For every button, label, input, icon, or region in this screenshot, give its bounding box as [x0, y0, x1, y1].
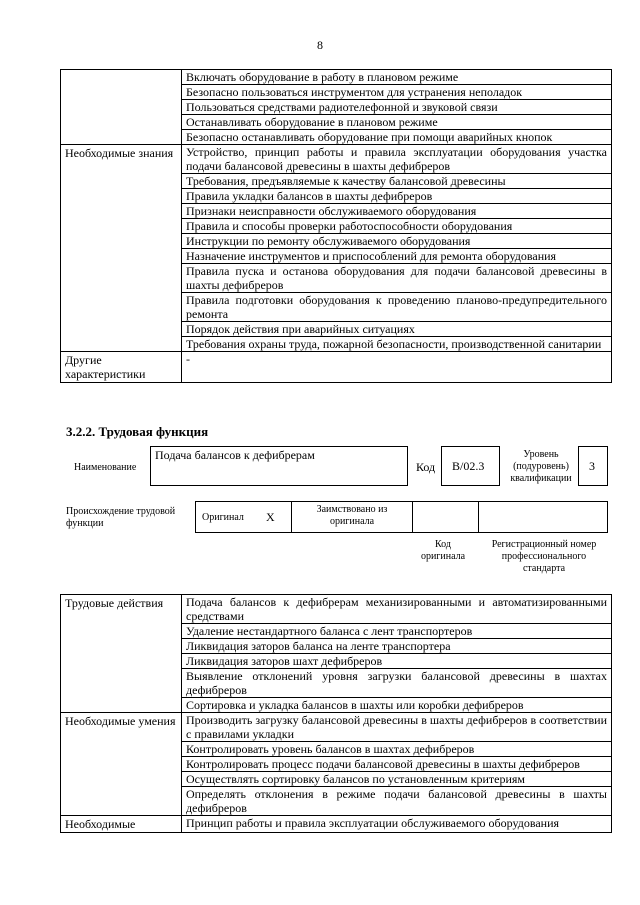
code-value: В/02.3 [452, 459, 485, 473]
table-cell: Правила и способы проверки работоспособности оборудования [182, 219, 612, 234]
table-cell: Инструкции по ремонту обслуживаемого оборудования [182, 234, 612, 249]
table-cell: Безопасно пользоваться инструментом для устранения неполадок [182, 85, 612, 100]
original-label: Оригинал [202, 512, 244, 523]
table-cell: Производить загрузку балансовой древесины в шахты дефибреров в соответствии с правилами укладки [182, 713, 612, 742]
table-cell: Контролировать уровень балансов в шахтах дефибреров [182, 742, 612, 757]
table-cell: Включать оборудование в работу в плановом режиме [182, 70, 612, 85]
table-cell: Выявление отклонений уровня загрузки балансовой древесины в шахтах дефибреров [182, 669, 612, 698]
row-label-skills: Необходимые умения [61, 713, 182, 816]
table-cell: Порядок действия при аварийных ситуациях [182, 322, 612, 337]
table-cell: Безопасно останавливать оборудование при помощи аварийных кнопок [182, 130, 612, 145]
table-row [61, 70, 612, 85]
name-value: Подача балансов к дефибрерам [155, 448, 315, 462]
level-value-box [578, 446, 608, 486]
table-cell: Сортировка и укладка балансов в шахты или коробки дефибреров [182, 698, 612, 713]
table-cell: Требования, предъявляемые к качеству балансовой древесины [182, 174, 612, 189]
table-cell: Признаки неисправности обслуживаемого оборудования [182, 204, 612, 219]
level-value: 3 [589, 459, 595, 473]
table-cell: Ликвидация заторов шахт дефибреров [182, 654, 612, 669]
table-row [61, 595, 612, 624]
page-number: 8 [317, 38, 323, 52]
table-row [61, 713, 612, 742]
table-cell: Удаление нестандартного баланса с лент транспортеров [182, 624, 612, 639]
level-label: Уровень (подуровень) квалификации [510, 449, 572, 484]
table-cell: Назначение инструментов и приспособлений для ремонта оборудования [182, 249, 612, 264]
actions-table [60, 594, 612, 833]
code-label: Код [416, 460, 436, 474]
row-label-knowledge-2: Необходимые [61, 816, 182, 833]
table-cell: Правила пуска и останова оборудования для подачи балансовой древесины в шахты дефибреров [182, 264, 612, 293]
table-cell: Подача балансов к дефибрерам механизированными и автоматизированными средствами [182, 595, 612, 624]
table-cell: Останавливать оборудование в плановом режиме [182, 115, 612, 130]
table-cell: Осуществлять сортировку балансов по установленным критериям [182, 772, 612, 787]
origin-label: Происхождение трудовой функции [66, 506, 176, 529]
name-value-box [150, 446, 408, 486]
code-value-box [441, 446, 500, 486]
name-label: Наименование [74, 462, 137, 473]
knowledge-table [60, 69, 612, 383]
row-label-actions: Трудовые действия [61, 595, 182, 713]
original-mark: Х [266, 510, 275, 524]
origin-box [195, 501, 608, 533]
row-label [61, 70, 182, 145]
divider [291, 502, 292, 532]
table-row [61, 816, 612, 833]
table-cell: Требования охраны труда, пожарной безопасности, производственной санитарии [182, 337, 612, 352]
table-cell: Определять отклонения в режиме подачи балансовой древесины в шахты дефибреров [182, 787, 612, 816]
table-row [61, 352, 612, 383]
table-row [61, 145, 612, 174]
reg-num-caption: Регистрационный номер профессионального стандарта [491, 539, 597, 574]
row-label-other: Другие характеристики [61, 352, 182, 383]
table-cell: Принцип работы и правила эксплуатации обслуживаемого оборудования [182, 816, 612, 833]
divider [478, 502, 479, 532]
table-cell: Правила подготовки оборудования к проведению планово-предупредительного ремонта [182, 293, 612, 322]
row-label-knowledge: Необходимые знания [61, 145, 182, 352]
table-cell: Пользоваться средствами радиотелефонной и звуковой связи [182, 100, 612, 115]
divider [412, 502, 413, 532]
borrowed-label: Заимствовано из оригинала [316, 504, 388, 527]
code-orig-caption: Код оригинала [420, 539, 466, 562]
table-cell: Правила укладки балансов в шахты дефибреров [182, 189, 612, 204]
table-cell: Устройство, принцип работы и правила эксплуатации оборудования участка подачи балансовой древесины в шахты дефибреров [182, 145, 612, 174]
section-title: 3.2.2. Трудовая функция [66, 424, 209, 439]
table-cell: Ликвидация заторов баланса на ленте транспортера [182, 639, 612, 654]
table-cell: - [182, 352, 612, 383]
table-cell: Контролировать процесс подачи балансовой древесины в шахты дефибреров [182, 757, 612, 772]
